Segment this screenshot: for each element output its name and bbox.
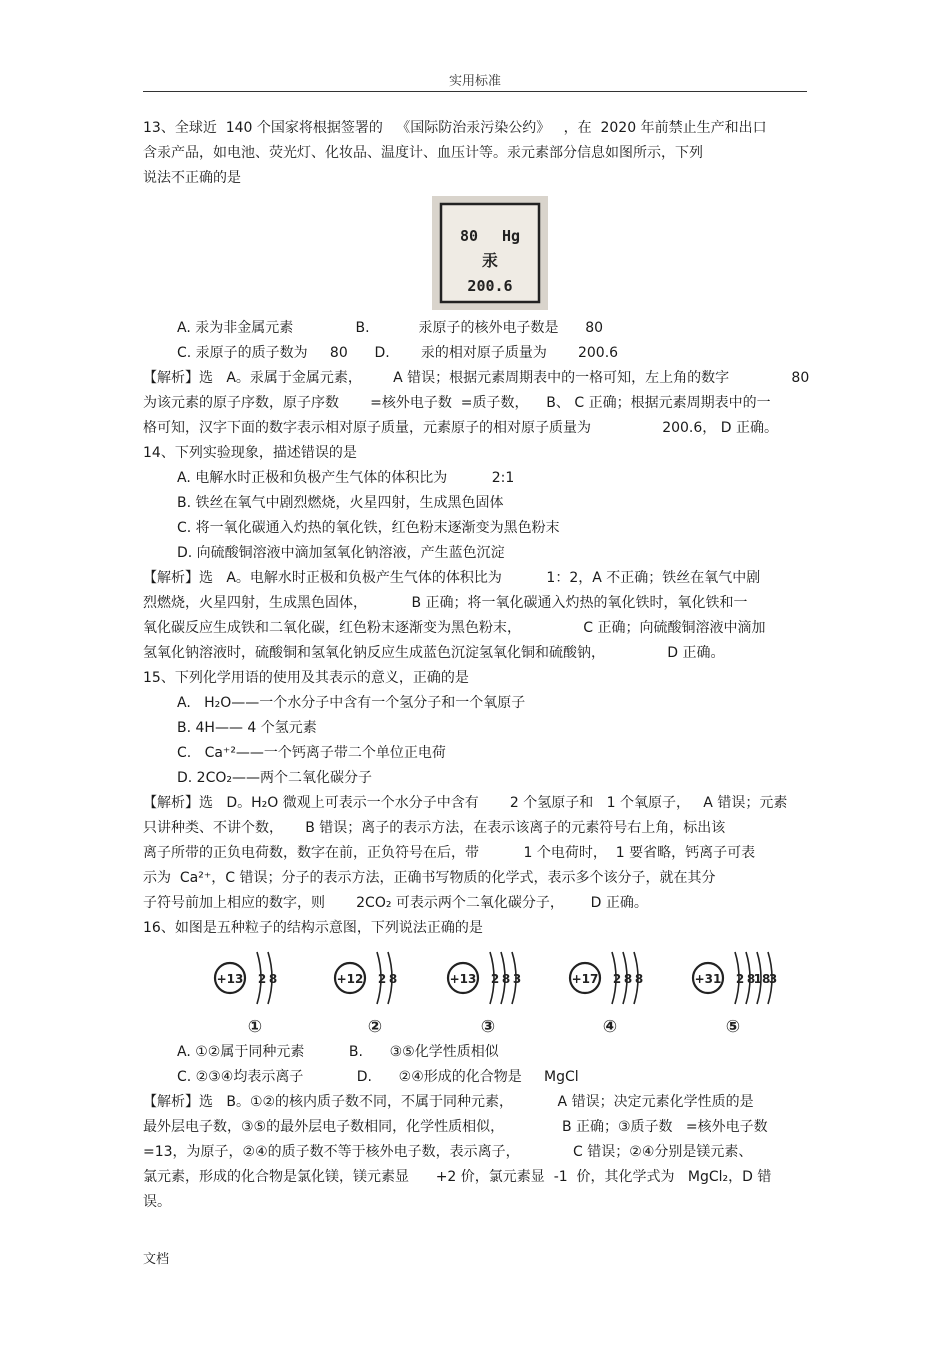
option-line: C. 将一氧化碳通入灼热的氧化铁，红色粉末逐渐变为黑色粉末 (177, 520, 560, 536)
analysis-line: 只讲种类、不讲个数， B 错误；离子的表示方法，在表示该离子的元素符号右上角，标出该 (143, 820, 726, 836)
option-line: B. 4H—— 4 个氢元素 (177, 720, 317, 736)
text-line: 说法不正确的是 (143, 170, 241, 186)
question-line: 14、下列实验现象，描述错误的是 (143, 445, 357, 461)
option-line: C. ②③④均表示离子 D. ②④形成的化合物是 MgCl (177, 1069, 579, 1085)
shell-electron-count: 8 (501, 972, 511, 986)
question-line: 15、下列化学用语的使用及其表示的意义，正确的是 (143, 670, 469, 686)
particle-label: ① (247, 1017, 263, 1037)
shell-electron-count: 8 (623, 972, 633, 986)
shell-electron-count: 3 (512, 972, 522, 986)
particle-label: ③ (480, 1017, 496, 1037)
nucleus-charge: +13 (449, 972, 477, 986)
atomic-number: 80 (460, 227, 479, 245)
page-footer: 文档 (143, 1252, 170, 1267)
shell-electron-count: 8 (634, 972, 644, 986)
atomic-mass: 200.6 (467, 277, 513, 295)
analysis-line: 【解析】选 A。汞属于金属元素， A 错误；根据元素周期表中的一格可知，左上角的数字 80 (143, 370, 810, 386)
option-line: A. 电解水时正极和负极产生气体的体积比为 2:1 (177, 470, 515, 486)
analysis-line: 烈燃烧，火星四射，生成黑色固体， B 正确；将一氧化碳通入灼热的氧化铁时，氧化铁和一 (143, 595, 748, 611)
shell-electron-count: 2 (257, 972, 267, 986)
shell-electron-count: 8 (746, 972, 756, 986)
shell-electron-count: 2 (612, 972, 622, 986)
analysis-line: 氧化碳反应生成铁和二氧化碳，红色粉末逐渐变为黑色粉末， C 正确；向硫酸铜溶液中滴加 (143, 620, 766, 636)
shell-electron-count: 8 (268, 972, 278, 986)
analysis-line: 氢氧化钠溶液时，硫酸铜和氢氧化钠反应生成蓝色沉淀氢氧化铜和硫酸钠， D 正确。 (143, 645, 725, 661)
shell-electron-count: 2 (735, 972, 745, 986)
shell-electron-count: 2 (490, 972, 500, 986)
analysis-line: 【解析】选 D。H₂O 微观上可表示一个水分子中含有 2 个氢原子和 1 个氧原子， A 错误；元素 (143, 795, 788, 811)
element-symbol: Hg (502, 227, 521, 245)
mercury-element-card (432, 196, 548, 310)
nucleus-charge: +12 (336, 972, 364, 986)
text-line: 13、全球近 140 个国家将根据签署的 《国际防治汞污染公约》 ，在 2020 年前禁止生产和出口 (143, 120, 767, 136)
option-line: B. 铁丝在氧气中剧烈燃烧，火星四射，生成黑色固体 (177, 495, 504, 511)
analysis-line: 为该元素的原子序数，原子序数 =核外电子数 =质子数， B、 C 正确；根据元素周期表中的一 (143, 395, 771, 411)
header-divider (143, 91, 807, 92)
question-line: 16、如图是五种粒子的结构示意图，下列说法正确的是 (143, 920, 483, 936)
shell-electron-count: 3 (768, 972, 778, 986)
particle-structure-diagrams (205, 938, 795, 1038)
analysis-line: 示为 Ca²⁺，C 错误；分子的表示方法，正确书写物质的化学式，表示多个该分子，就在其分 (143, 870, 716, 886)
analysis-line: 离子所带的正负电荷数，数字在前，正负符号在后，带 1 个电荷时， 1 要省略，钙离子可表 (143, 845, 756, 861)
particle-label: ⑤ (725, 1017, 741, 1037)
analysis-line: 【解析】选 A。电解水时正极和负极产生气体的体积比为 1：2，A 不正确；铁丝在氧气中剧 (143, 570, 761, 586)
shell-electron-count: 8 (388, 972, 398, 986)
option-line: C. 汞原子的质子数为 80 D. 汞的相对原子质量为 200.6 (177, 345, 619, 361)
analysis-line: 误。 (143, 1194, 171, 1210)
analysis-line: 氯元素，形成的化合物是氯化镁，镁元素显 +2 价，氯元素显 -1 价，其化学式为 MgCl₂，D 错 (143, 1169, 772, 1185)
option-line: A. 汞为非金属元素 B. 汞原子的核外电子数是 80 (177, 320, 604, 336)
option-line: A. ①②属于同种元素 B. ③⑤化学性质相似 (177, 1044, 499, 1060)
nucleus-charge: +13 (216, 972, 244, 986)
particle-label: ② (367, 1017, 383, 1037)
analysis-line: =13，为原子，②④的质子数不等于核外电子数，表示离子， C 错误；②④分别是镁元素、 (143, 1144, 753, 1160)
nucleus-charge: +31 (694, 972, 722, 986)
analysis-line: 最外层电子数，③⑤的最外层电子数相同，化学性质相似， B 正确；③质子数 =核外电子数 (143, 1119, 768, 1135)
option-line: D. 2CO₂——两个二氧化碳分子 (177, 770, 372, 786)
text-line: 含汞产品，如电池、荧光灯、化妆品、温度计、血压计等。汞元素部分信息如图所示，下列 (143, 145, 703, 161)
analysis-line: 格可知，汉字下面的数字表示相对原子质量，元素原子的相对原子质量为 200.6， D 正确。 (143, 420, 778, 436)
analysis-line: 子符号前加上相应的数字，则 2CO₂ 可表示两个二氧化碳分子， D 正确。 (143, 895, 648, 911)
particle-svg (205, 938, 795, 1038)
particle-label: ④ (602, 1017, 618, 1037)
option-line: D. 向硫酸铜溶液中滴加氢氧化钠溶液，产生蓝色沉淀 (177, 545, 505, 561)
element-name: 汞 (481, 251, 499, 270)
option-line: A. H₂O——一个水分子中含有一个氢分子和一个氧原子 (177, 695, 526, 711)
page-header: 实用标准 (448, 74, 501, 89)
nucleus-charge: +17 (571, 972, 599, 986)
shell-electron-count: 2 (377, 972, 387, 986)
analysis-line: 【解析】选 B。①②的核内质子数不同，不属于同种元素， A 错误；决定元素化学性质的是 (143, 1094, 754, 1110)
shell-electron-count: 18 (753, 972, 771, 986)
option-line: C. Ca⁺²——一个钙离子带二个单位正电荷 (177, 745, 446, 761)
